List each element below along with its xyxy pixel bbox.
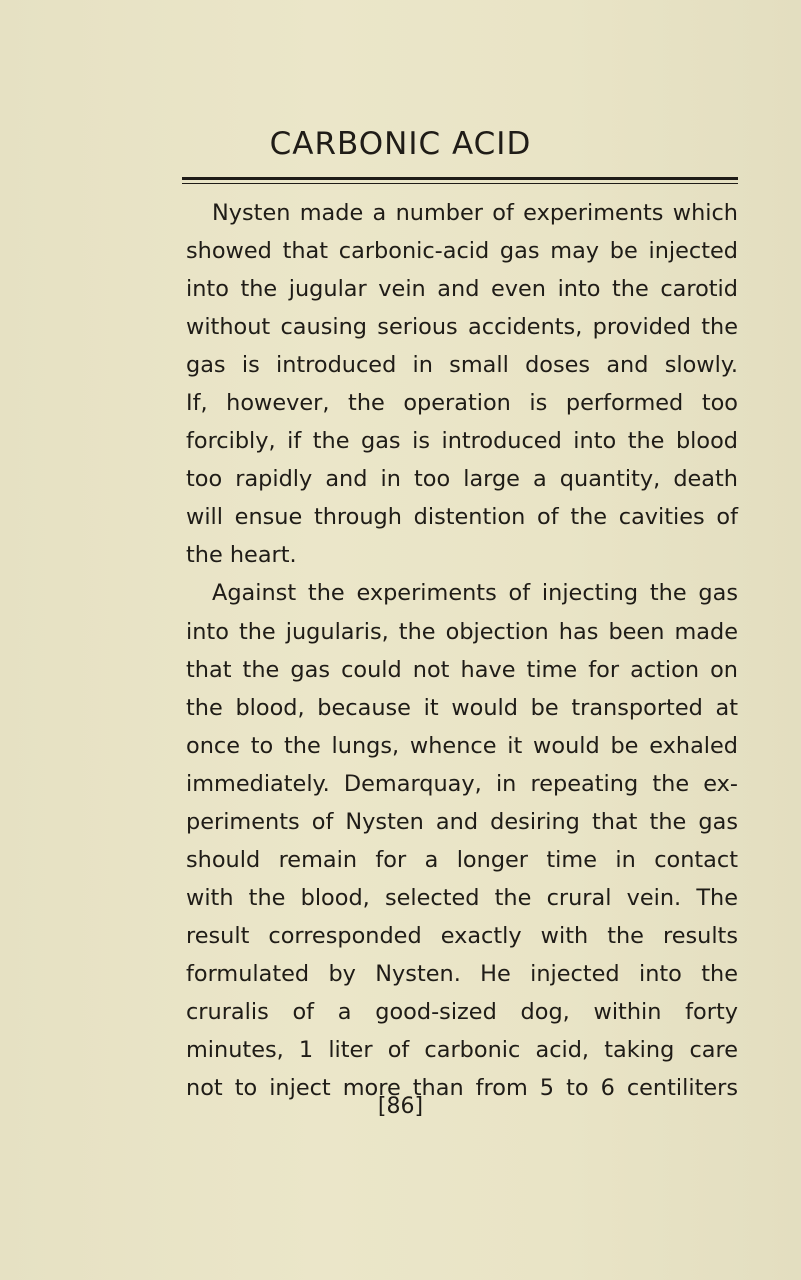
- text-line: result corresponded exactly with the results: [186, 922, 738, 949]
- text-line: should remain for a longer time in contact: [186, 846, 738, 873]
- text-line: immediately. Demarquay, in repeating the ex-: [186, 770, 738, 797]
- text-line: periments of Nysten and desiring that the gas: [186, 808, 738, 835]
- text-line: minutes, 1 liter of carbonic acid, taking care: [186, 1037, 738, 1064]
- text-line: the heart.: [186, 542, 297, 569]
- body-text: [186, 194, 738, 1107]
- text-line: into the jugular vein and even into the carotid: [186, 276, 738, 303]
- text-line: Nysten made a number of experiments which: [212, 200, 738, 226]
- header-rule-thin: [182, 183, 738, 184]
- page-number: [86]: [377, 1094, 424, 1119]
- text-line: formulated by Nysten. He injected into the: [186, 960, 738, 987]
- text-line: too rapidly and in too large a quantity, death: [186, 466, 738, 493]
- text-line: once to the lungs, whence it would be exhaled: [186, 732, 738, 759]
- text-line: gas is introduced in small doses and slowly.: [186, 352, 738, 379]
- header-rule-thick: [182, 177, 738, 180]
- text-line: will ensue through distention of the cavities of: [186, 504, 738, 531]
- running-head: CARBONIC ACID: [269, 126, 532, 162]
- text-line: without causing serious accidents, provided the: [186, 314, 738, 341]
- text-line: that the gas could not have time for action on: [186, 656, 738, 683]
- text-line: forcibly, if the gas is introduced into the blood: [186, 428, 738, 455]
- text-line: Against the experiments of injecting the gas: [212, 580, 738, 607]
- text-line: showed that carbonic-acid gas may be injected: [186, 238, 738, 265]
- text-line: into the jugularis, the objection has been made: [186, 618, 738, 645]
- text-line: not to inject more than from 5 to 6 centiliters: [186, 1075, 738, 1102]
- text-line: the blood, because it would be transported at: [186, 694, 738, 721]
- text-line: cruralis of a good-sized dog, within forty: [186, 998, 738, 1025]
- text-line: with the blood, selected the crural vein. The: [186, 884, 738, 911]
- text-line: If, however, the operation is performed too: [186, 390, 738, 417]
